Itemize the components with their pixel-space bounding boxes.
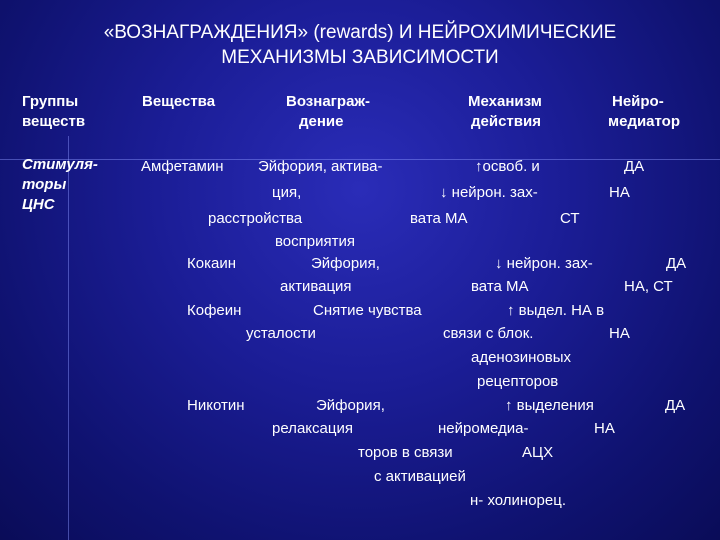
- row-1-mechanism-line: ↓ нейрон. зах-: [440, 184, 538, 201]
- row-3-mediator: НА: [609, 325, 630, 342]
- row-3-substance: Кофеин: [187, 302, 242, 319]
- group-name-line: ЦНС: [22, 196, 55, 213]
- row-1-substance: Амфетамин: [141, 158, 224, 175]
- header-mechanism-2: действия: [471, 113, 541, 130]
- row-2-mediator: ДА: [666, 255, 687, 272]
- header-groups-line: Группы: [22, 93, 79, 110]
- row-1-mechanism-line: ↑освоб. и: [475, 158, 540, 175]
- row-2-mechanism-line: вата МА: [471, 278, 529, 295]
- header-mediator-2: медиатор: [608, 113, 680, 130]
- row-1-mediator: СТ: [560, 210, 580, 227]
- row-1-mechanism-line: вата МА: [410, 210, 468, 227]
- row-3-mechanism-line: ↑ выдел. НА в: [507, 302, 605, 319]
- row-3-mechanism-line: аденозиновых: [471, 349, 572, 366]
- header-reward-2: дение: [299, 113, 344, 130]
- slide-title: [0, 20, 720, 70]
- row-1-mediator: НА: [609, 184, 630, 201]
- header-mediator-1: Нейро-: [612, 93, 664, 110]
- row-4-mechanism-line: н- холинорец.: [470, 492, 566, 509]
- row-4-mediator: ДА: [665, 397, 686, 414]
- row-1-mediator: ДА: [624, 158, 645, 175]
- header-mechanism-1: Механизм: [468, 93, 542, 110]
- row-4-mechanism-line: нейромедиа-: [438, 420, 529, 437]
- row-1-reward-line: расстройства: [208, 210, 303, 227]
- group-name-line: торы: [22, 176, 67, 193]
- header-reward-1: Вознаграж-: [286, 93, 371, 110]
- row-4-reward-line: релаксация: [272, 420, 353, 437]
- header-substances-line: Вещества: [142, 93, 216, 110]
- header-groups-line: веществ: [22, 113, 86, 130]
- row-2-reward-line: активация: [280, 278, 352, 295]
- row-4-mechanism-line: с активацией: [374, 468, 466, 485]
- title-line-2: МЕХАНИЗМЫ ЗАВИСИМОСТИ: [221, 47, 499, 68]
- row-3-mechanism-line: рецепторов: [477, 373, 559, 390]
- header-groups: [22, 92, 85, 132]
- row-4-substance: Никотин: [187, 397, 245, 414]
- row-2-substance: Кокаин: [187, 255, 236, 272]
- row-1-reward-line: Эйфория, актива-: [258, 158, 383, 175]
- row-2-mediator: НА, СТ: [624, 278, 673, 295]
- group-name-line: Стимуля-: [22, 156, 98, 173]
- row-4-mechanism-line: ↑ выделения: [505, 397, 594, 414]
- row-2-mechanism-line: ↓ нейрон. зах-: [495, 255, 593, 272]
- row-1-reward-line: ция,: [272, 184, 302, 201]
- row-3-reward-line: Снятие чувства: [313, 302, 422, 319]
- row-4-mechanism-line: торов в связи: [358, 444, 453, 461]
- row-4-mediator: АЦХ: [522, 444, 554, 461]
- row-1-reward-line: восприятия: [275, 233, 355, 250]
- header-substances: [142, 92, 215, 112]
- row-4-reward-line: Эйфория,: [316, 397, 385, 414]
- row-3-mechanism-line: связи с блок.: [443, 325, 534, 342]
- row-2-reward-line: Эйфория,: [311, 255, 380, 272]
- row-4-mediator: НА: [594, 420, 615, 437]
- row-3-reward-line: усталости: [246, 325, 316, 342]
- group-name: [22, 155, 98, 215]
- title-line-1: «ВОЗНАГРАЖДЕНИЯ» (rewards) И НЕЙРОХИМИЧЕСКИЕ: [103, 22, 617, 43]
